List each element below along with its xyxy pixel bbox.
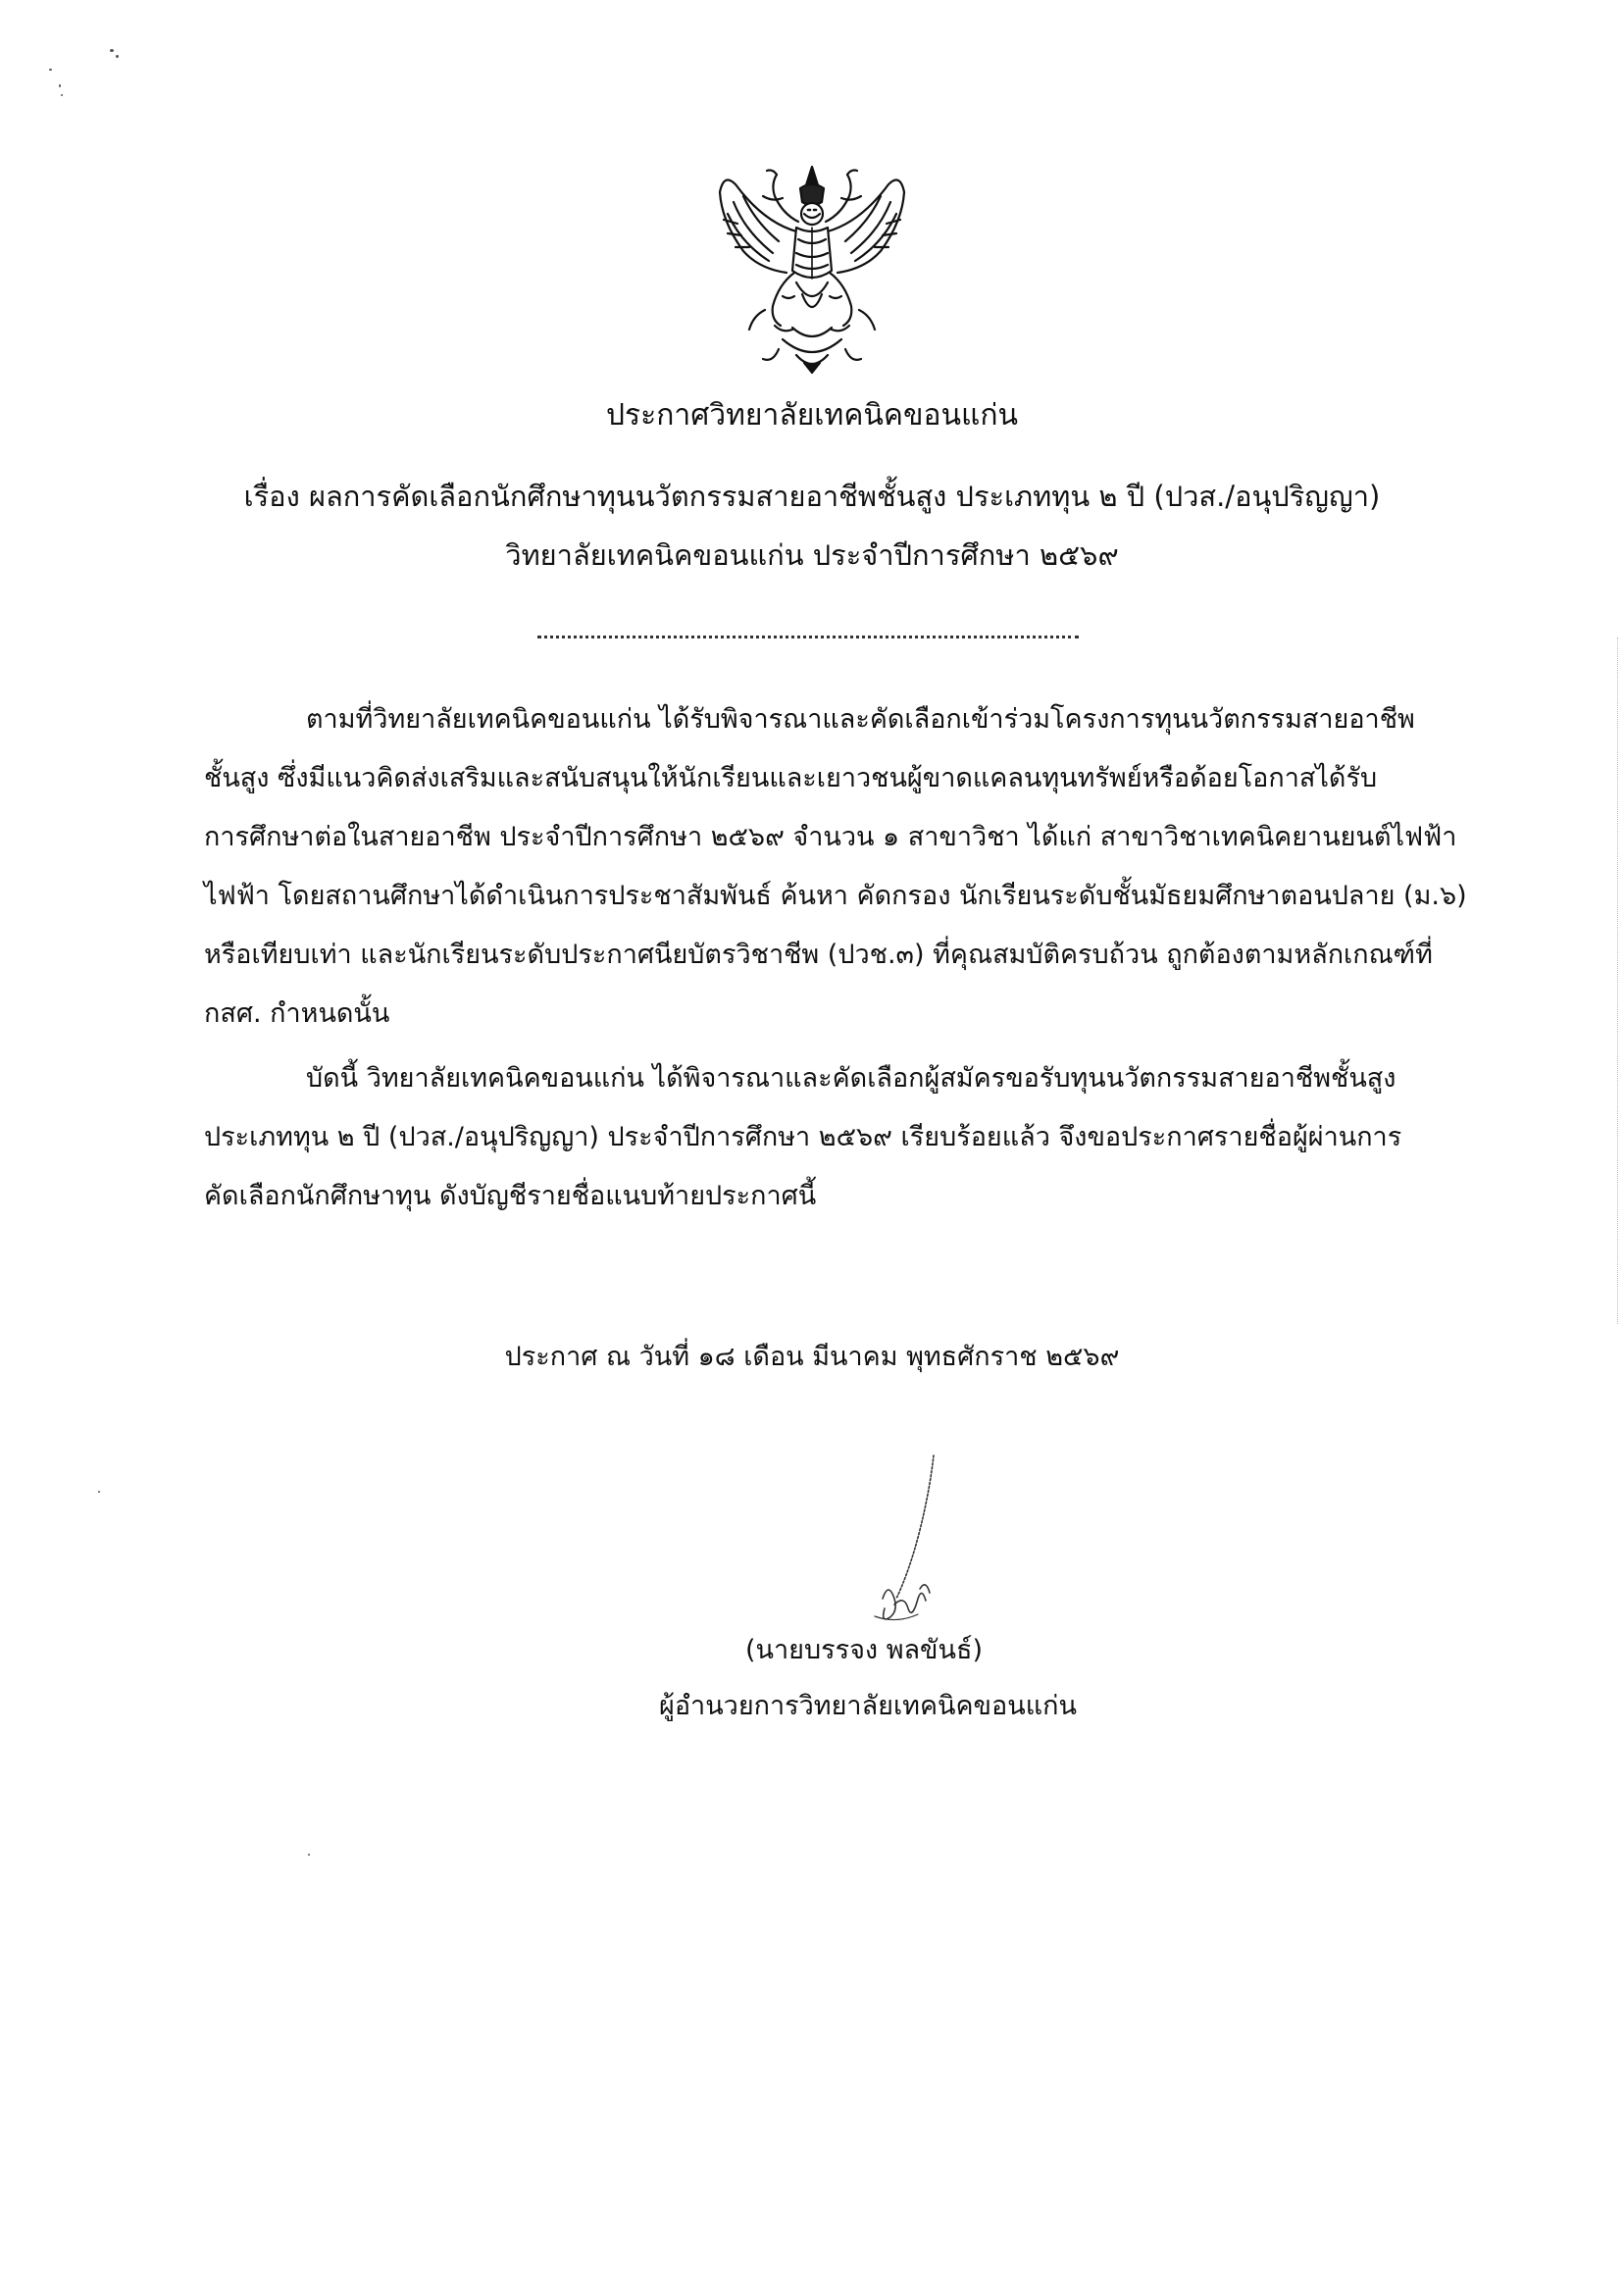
scan-speck: [61, 94, 63, 96]
paragraph-line: หรือเทียบเท่า และนักเรียนระดับประกาศนียบัตรวิชาชีพ (ปวช.๓) ที่คุณสมบัติครบถ้วน ถูกต้องตามหลักเกณฑ์ที่: [204, 940, 1433, 970]
garuda-emblem-icon: [714, 163, 910, 375]
paragraph-line: การศึกษาต่อในสายอาชีพ ประจำปีการศึกษา ๒๕๖๙ จำนวน ๑ สาขาวิชา ได้แก่ สาขาวิชาเทคนิคยานยนต์ไฟฟ้า: [204, 822, 1457, 852]
paragraph-line: กสศ. กำหนดนั้น: [204, 998, 390, 1029]
scan-speck: [98, 1491, 100, 1493]
scan-edge-mark: [1617, 637, 1620, 1324]
scan-speck: [110, 49, 114, 52]
paragraph-line: ตามที่วิทยาลัยเทคนิคขอนแก่น ได้รับพิจารณาและคัดเลือกเข้าร่วมโครงการทุนนวัตกรรมสายอาชีพ: [306, 704, 1415, 735]
scan-speck: [49, 69, 52, 71]
body-paragraph-2: [204, 1049, 1402, 1226]
scan-speck: [59, 84, 61, 87]
announcement-date: ประกาศ ณ วันที่ ๑๘ เดือน มีนาคม พุทธศักราช ๒๕๖๙: [504, 1342, 1120, 1372]
paragraph-line: คัดเลือกนักศึกษาทุน ดังบัญชีรายชื่อแนบท้ายประกาศนี้: [204, 1181, 817, 1211]
dotted-separator: [537, 636, 1079, 638]
document-subject: เรื่อง ผลการคัดเลือกนักศึกษาทุนนวัตกรรมสายอาชีพชั้นสูง ประเภททุน ๒ ปี (ปวส./อนุปริญญา): [243, 480, 1381, 513]
paragraph-line: ประเภททุน ๒ ปี (ปวส./อนุปริญญา) ประจำปีการศึกษา ๒๕๖๙ เรียบร้อยแล้ว จึงขอประกาศรายชื่อผู้ผ่านการ: [204, 1122, 1402, 1152]
signer-position: ผู้อำนวยการวิทยาลัยเทคนิคขอนแก่น: [659, 1691, 1077, 1721]
paragraph-line: ไฟฟ้า โดยสถานศึกษาได้ดำเนินการประชาสัมพันธ์ ค้นหา คัดกรอง นักเรียนระดับชั้นมัธยมศึกษาตอนปลาย (ม.๖): [204, 881, 1467, 911]
body-paragraph-1: [204, 690, 1467, 1044]
scan-speck: [308, 1854, 310, 1856]
scan-speck: [116, 55, 119, 58]
handwritten-signature: [824, 1452, 990, 1633]
paragraph-line: ชั้นสูง ซึ่งมีแนวคิดส่งเสริมและสนับสนุนให้นักเรียนและเยาวชนผู้ขาดแคลนทุนทรัพย์หรือด้อยโอกาสได้รับ: [204, 763, 1378, 793]
document-title: ประกาศวิทยาลัยเทคนิคขอนแก่น: [605, 398, 1019, 433]
paragraph-line: บัดนี้ วิทยาลัยเทคนิคขอนแก่น ได้พิจารณาและคัดเลือกผู้สมัครขอรับทุนนวัตกรรมสายอาชีพชั้นสูง: [306, 1063, 1396, 1094]
signer-name: (นายบรรจง พลขันธ์): [745, 1635, 983, 1665]
document-subject-continued: วิทยาลัยเทคนิคขอนแก่น ประจำปีการศึกษา ๒๕๖๙: [505, 538, 1119, 572]
